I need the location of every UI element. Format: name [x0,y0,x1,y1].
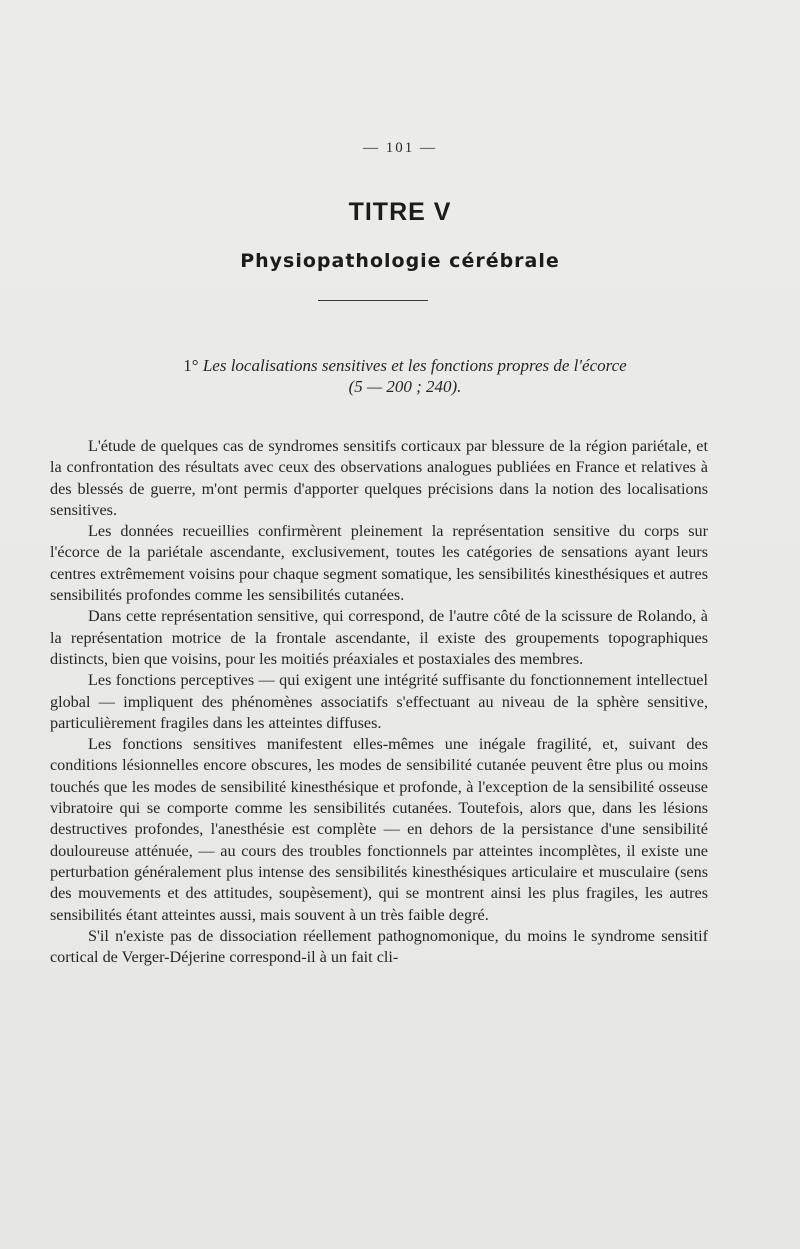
paragraph: Les données recueillies confirmèrent pleinement la représentation sensitive du corps sur l'écorce de la pariétale ascendante, exclusivement, toutes les catégories de sensations ayant leurs centres extrêmement voisins pour chaque segment somatique, les sensibilités kinesthésiques et autres sensibilités profondes comme les sensibilités cutanées. [50,522,708,605]
section-title: Les localisations sensitives et les fonctions propres de l'écorce [202,356,627,375]
paragraph: Les fonctions sensitives manifestent elles-mêmes une inégale fragilité, et, suivant des conditions lésionnelles encore obscures, les modes de sensibilité cutanée peuvent être plus ou moins touchés que les modes de sensibilité kinesthésique et profonde, à l'exception de la sensibilité osseuse vibratoire qui se comporte comme les sensibilités cutanées. Toutefois, alors que, dans les lésions destructives profondes, l'anesthésie est complète — en dehors de la persistance d'une sensibilité douloureuse atténuée, — au cours des troubles fonctionnels par atteintes incomplètes, il existe une perturbation généralement plus intense des sensibilités kinesthésiques articulaire et musculaire (sens des mouvements et des attitudes, soupèsement), qui se montrent ainsi les plus fragiles, les autres sensibilités étant atteintes aussi, mais souvent à un très faible degré. [50,735,708,924]
paragraph: Les fonctions perceptives — qui exigent une intégrité suffisante du fonctionnement intellectuel global — impliquent des phénomènes associatifs s'effectuant au niveau de la sphère sensitive, particulièrement fragiles dans les atteintes diffuses. [50,671,708,732]
section-heading [60,355,750,397]
part-title: TITRE V [348,198,452,226]
page-number: — 101 — [363,140,437,156]
paragraph: L'étude de quelques cas de syndromes sensitifs corticaux par blessure de la région pariétale, et la confrontation des résultats avec ceux des observations analogues publiées en France et relatives à des blessés de guerre, m'ont permis d'apporter quelques précisions dans la notion des localisations sensitives. [50,437,708,519]
paragraph: S'il n'existe pas de dissociation réellement pathognomonique, du moins le syndrome sensitif cortical de Verger-Déjerine correspond-il à un fait cli- [50,926,708,967]
section-number: 1° [183,356,199,375]
section-reference: (5 — 200 ; 240). [348,377,462,396]
part-subtitle: Physiopathologie cérébrale [240,250,560,272]
title-rule [318,300,428,301]
paragraph: Dans cette représentation sensitive, qui correspond, de l'autre côté de la scissure de Rolando, à la représentation motrice de la frontale ascendante, il existe des groupements topographiques distincts, bien que voisins, pour les moitiés préaxiales et postaxiales des membres. [50,607,708,668]
body-text [50,436,708,968]
